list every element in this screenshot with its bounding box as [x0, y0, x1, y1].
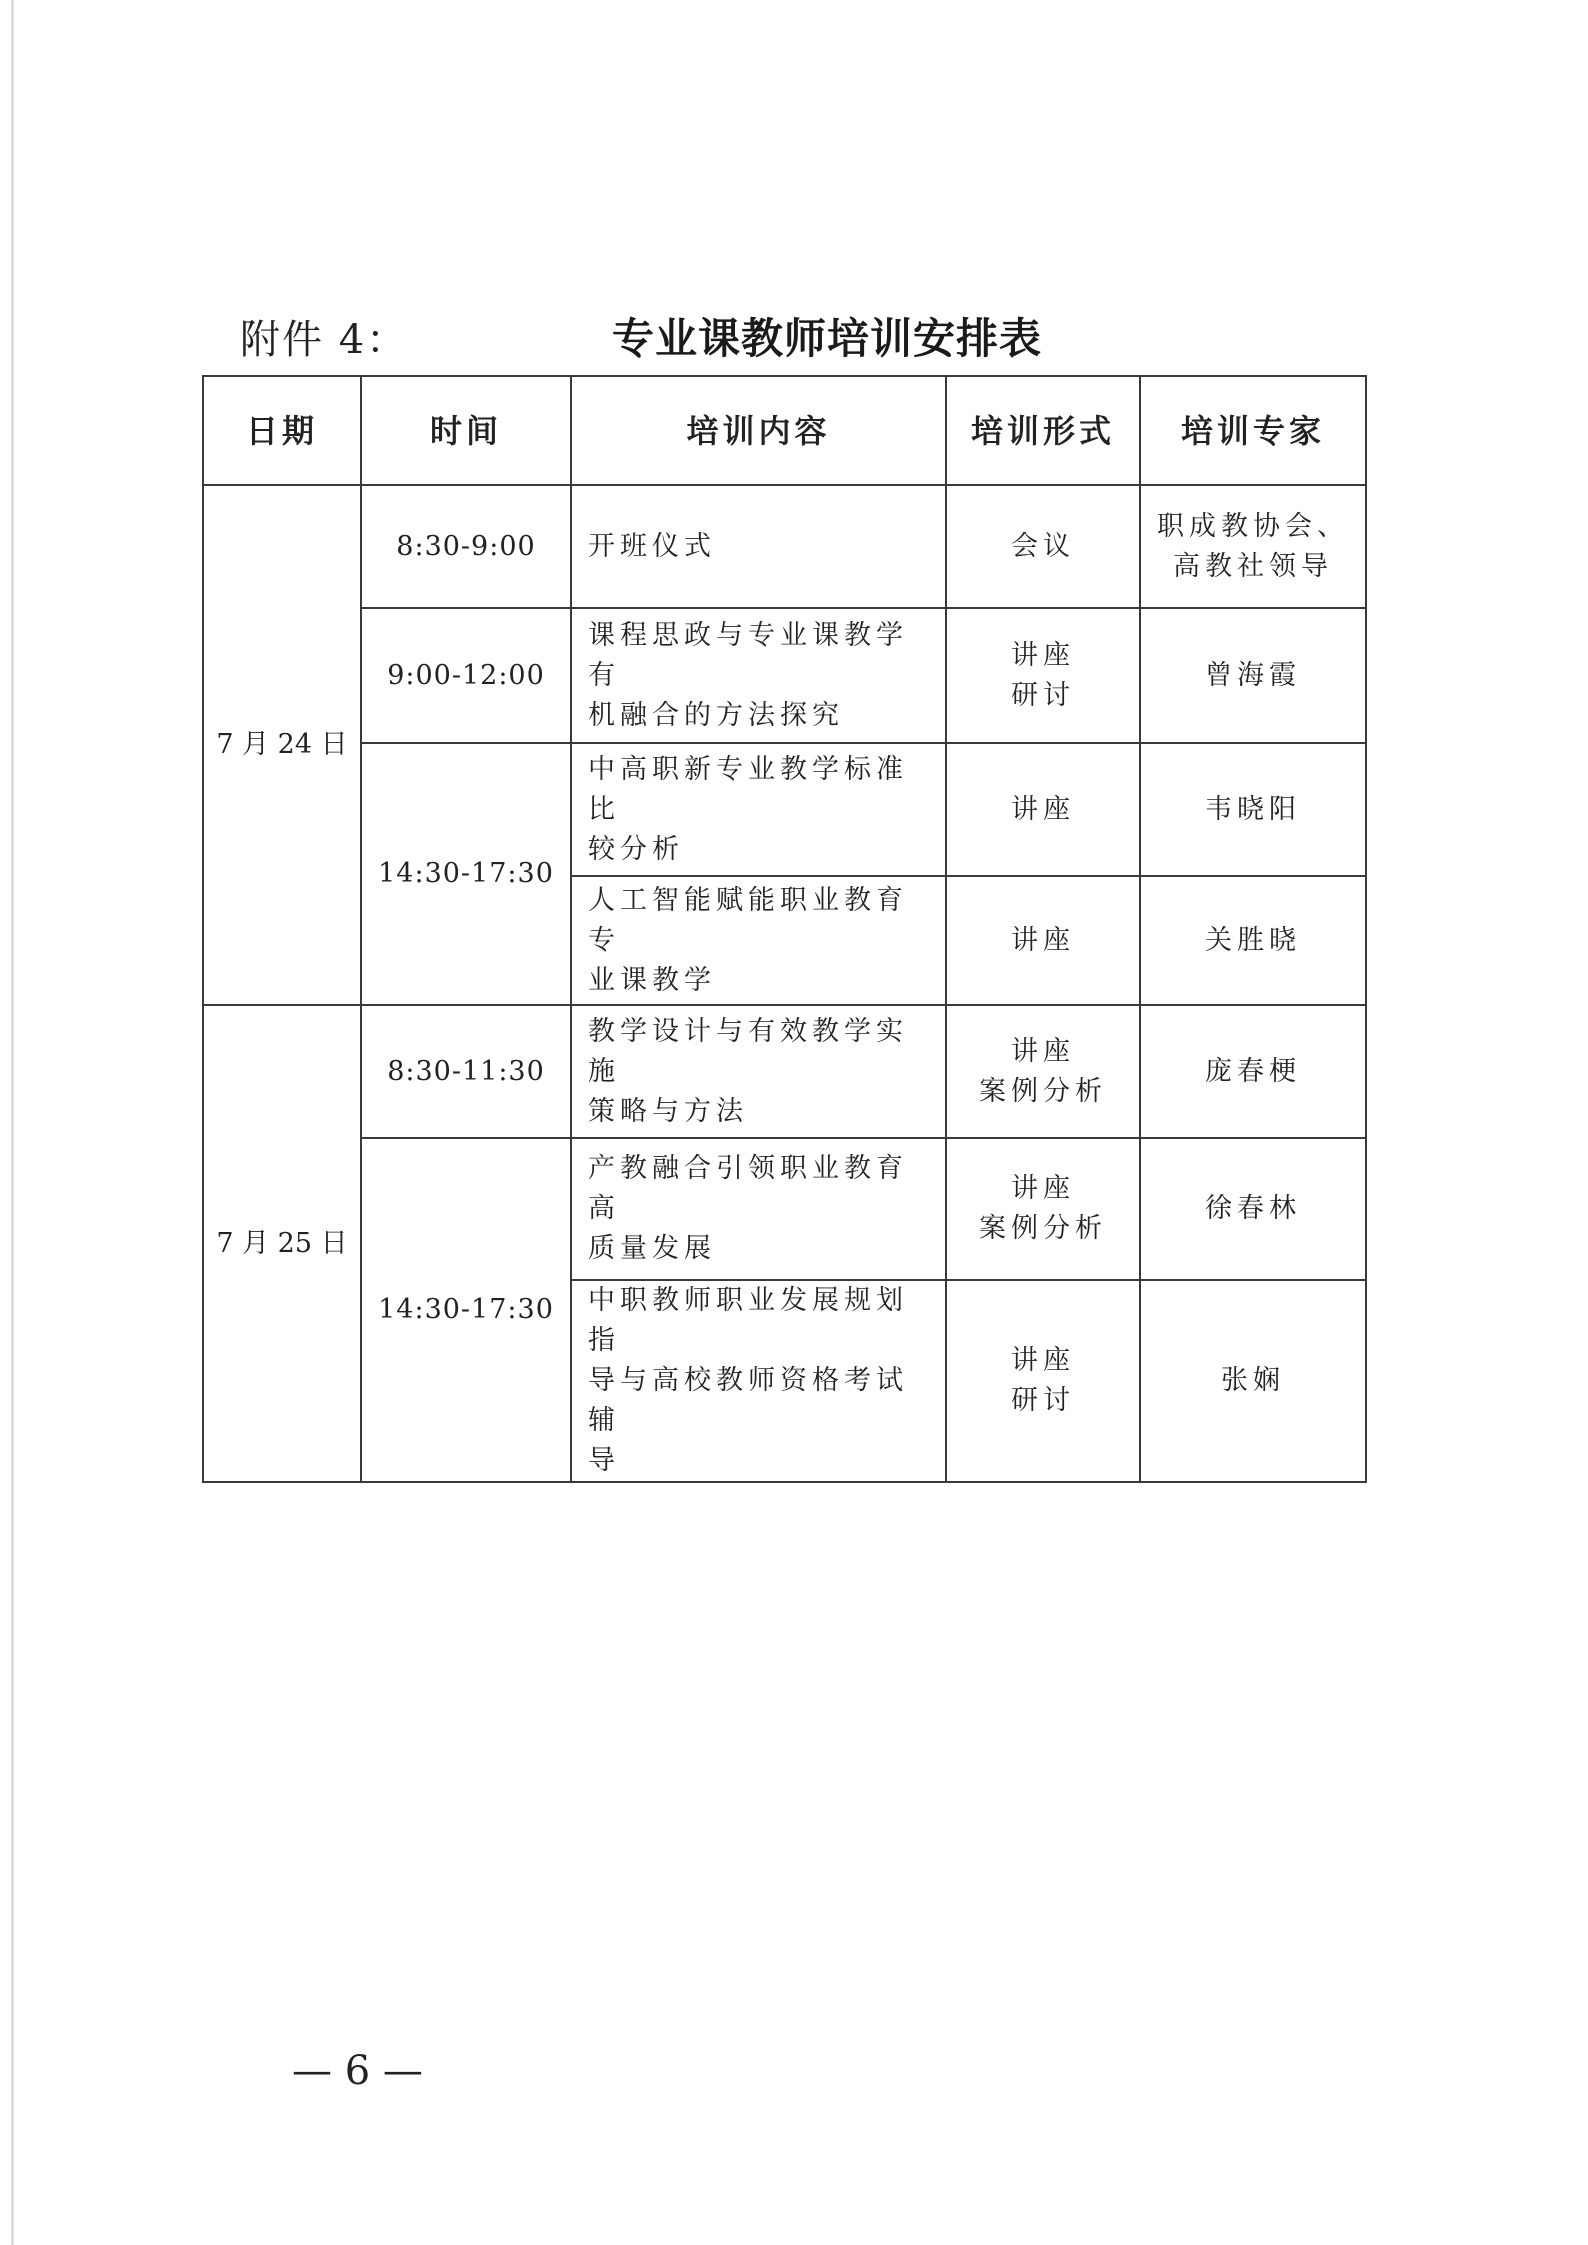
content-line: 质量发展	[588, 1233, 716, 1264]
expert-cell	[1140, 1138, 1366, 1280]
form-line: 讲座	[1011, 639, 1075, 671]
form-line: 案例分析	[979, 1075, 1107, 1107]
content-line: 策略与方法	[588, 1095, 748, 1127]
time-cell: 8:30-11:30	[361, 1005, 571, 1138]
form-cell	[946, 743, 1140, 876]
date-cell: 7 月 24 日	[203, 485, 361, 1005]
expert-cell	[1140, 876, 1366, 1005]
content-cell	[571, 1138, 946, 1280]
content-line: 开班仪式	[588, 530, 716, 562]
form-line: 讲座	[1011, 1345, 1075, 1376]
table-row	[203, 743, 1366, 876]
content-line: 导与高校教师资格考试辅	[588, 1365, 908, 1436]
column-header-time: 时间	[361, 376, 571, 485]
column-header-expert: 培训专家	[1140, 376, 1366, 485]
content-line: 中高职新专业教学标准比	[588, 753, 908, 825]
content-cell	[571, 743, 946, 876]
form-cell	[946, 608, 1140, 743]
content-line: 人工智能赋能职业教育专	[588, 884, 908, 956]
form-line: 讲座	[1011, 1173, 1075, 1204]
expert-line: 关胜晓	[1205, 924, 1301, 956]
page-number: — 6 —	[292, 2048, 423, 2094]
training-schedule-table	[202, 375, 1367, 1483]
expert-cell	[1140, 743, 1366, 876]
document-title: 专业课教师培训安排表	[612, 314, 1043, 363]
table-row	[203, 485, 1366, 608]
content-line: 业课教学	[588, 964, 716, 996]
expert-cell	[1140, 608, 1366, 743]
column-header-content: 培训内容	[571, 376, 946, 485]
form-cell	[946, 1005, 1140, 1138]
form-line: 案例分析	[979, 1213, 1107, 1244]
expert-cell	[1140, 485, 1366, 608]
form-cell	[946, 485, 1140, 608]
expert-line: 庞春梗	[1205, 1055, 1301, 1087]
table-row	[203, 1005, 1366, 1138]
expert-line: 曾海霞	[1205, 659, 1301, 691]
form-line: 会议	[1011, 530, 1075, 562]
content-line: 机融合的方法探究	[588, 699, 844, 731]
date-cell: 7 月 25 日	[203, 1005, 361, 1482]
expert-line: 高教社领导	[1173, 550, 1333, 582]
content-line: 产教融合引领职业教育高	[588, 1153, 908, 1224]
expert-cell	[1140, 1005, 1366, 1138]
form-line: 研讨	[1011, 1385, 1075, 1416]
table-header-row	[203, 376, 1366, 485]
table-row	[203, 1138, 1366, 1280]
form-line: 讲座	[1011, 1035, 1075, 1067]
content-cell	[571, 1280, 946, 1482]
form-cell	[946, 1280, 1140, 1482]
time-cell: 14:30-17:30	[361, 743, 571, 1005]
content-line: 较分析	[588, 833, 684, 865]
content-line: 导	[588, 1445, 620, 1476]
expert-cell	[1140, 1280, 1366, 1482]
form-cell	[946, 1138, 1140, 1280]
time-cell: 8:30-9:00	[361, 485, 571, 608]
expert-line: 张娴	[1221, 1365, 1285, 1396]
content-cell	[571, 608, 946, 743]
scan-edge-artifact	[11, 0, 14, 2245]
content-line: 教学设计与有效教学实施	[588, 1015, 908, 1087]
content-cell	[571, 876, 946, 1005]
expert-line: 职成教协会、	[1157, 510, 1349, 542]
form-line: 讲座	[1011, 924, 1075, 956]
column-header-date: 日期	[203, 376, 361, 485]
expert-line: 韦晓阳	[1205, 793, 1301, 825]
form-line: 讲座	[1011, 793, 1075, 825]
time-cell: 9:00-12:00	[361, 608, 571, 743]
column-header-form: 培训形式	[946, 376, 1140, 485]
form-line: 研讨	[1011, 679, 1075, 711]
content-line: 课程思政与专业课教学有	[588, 619, 908, 691]
form-cell	[946, 876, 1140, 1005]
content-line: 中职教师职业发展规划指	[588, 1285, 908, 1356]
time-cell: 14:30-17:30	[361, 1138, 571, 1482]
attachment-label: 附件 4：	[240, 317, 409, 363]
content-cell	[571, 1005, 946, 1138]
expert-line: 徐春林	[1205, 1193, 1301, 1224]
table-row	[203, 608, 1366, 743]
content-cell	[571, 485, 946, 608]
